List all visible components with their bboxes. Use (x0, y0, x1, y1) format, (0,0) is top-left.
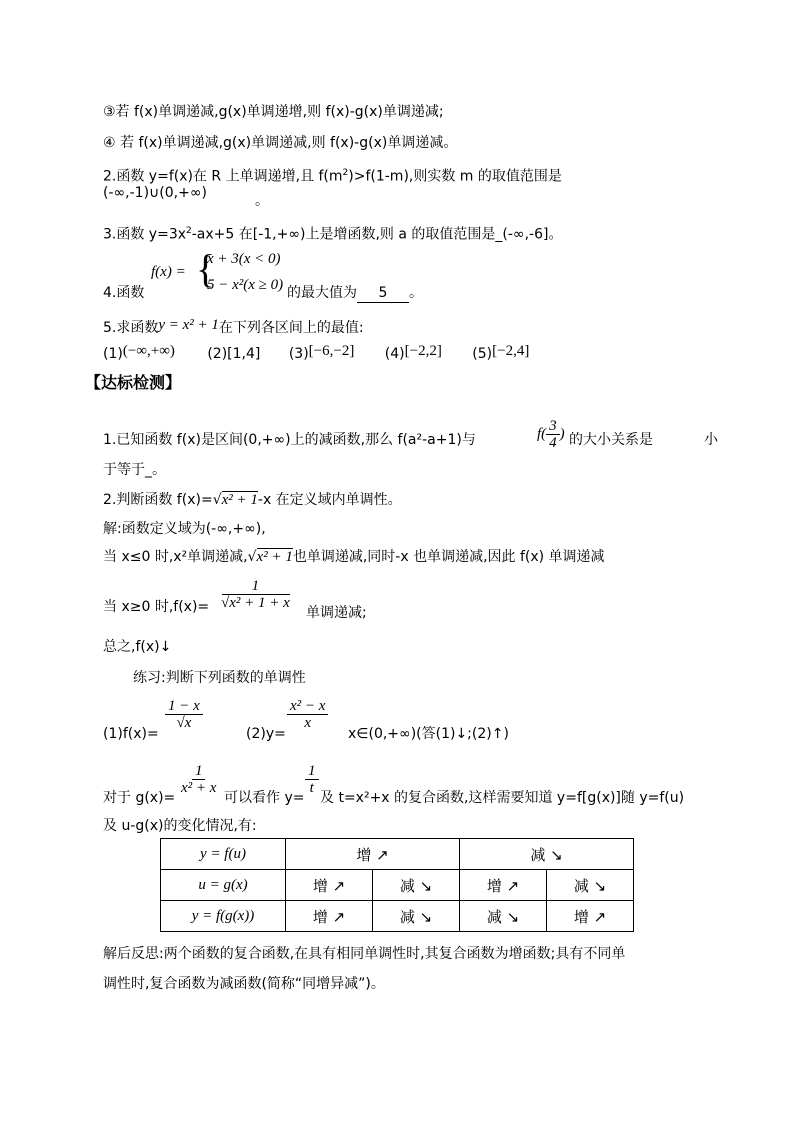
check-1-cont: 于等于_。 (103, 462, 166, 478)
table-cell: 增 ↗ (460, 870, 547, 901)
table-cell: 增 ↗ (286, 901, 373, 932)
composite-fraction-1: $\frac{1}{\text{x² + x}}$ (181, 763, 217, 796)
composite-line-2: 及 u-g(x)的变化情况,有: (103, 818, 257, 834)
table-header-cell: y = f(g(x)) (161, 901, 286, 932)
question-2: 2.函数 y=f(x)在 R 上单调递增,且 $f(m^2)>f(1-m)$,则实数 m 的取值范围是 (103, 168, 562, 185)
solution-4: 总之,f(x)↓ (103, 639, 172, 655)
exercise-1: (1)f(x)= (103, 726, 159, 742)
section-heading: 【达标检测】 (85, 373, 182, 392)
table-cell: 减 ↘ (373, 870, 460, 901)
table-cell: 增 ↗ (547, 901, 634, 932)
table-header-cell: u = g(x) (161, 870, 286, 901)
solution-3-fraction: $\frac{1}{\text{√x² + 1 + x}}$ (221, 578, 290, 611)
composite-line-1: 对于 g(x)= (103, 790, 176, 806)
line-p1: ③若 f(x)单调递减,g(x)单调递增,则 f(x)-g(x)单调递减; (103, 104, 444, 120)
composite-fraction-2: $\frac{1}{t}$ (305, 763, 319, 796)
table-row (161, 870, 634, 901)
check-1: 1.已知函数 f(x)是区间(0,+∞)上的减函数,那么 f(a²-a+1)与 (103, 432, 476, 448)
question-4-prefix: 4.函数 (103, 285, 145, 301)
check-1-fraction: f( $\frac{3}{4}$ ) (537, 418, 565, 451)
exercise-2: (2)y= (246, 726, 286, 742)
solution-3: 当 x≥0 时,f(x)= (103, 599, 210, 615)
question-5: 5.求函数y = x² + 1在下列各区间上的最值: (103, 317, 364, 336)
table-cell: 增 ↗ (286, 870, 373, 901)
composite-line-1b: 可以看作 y= (224, 790, 305, 806)
question-2-answer: (-∞,-1)∪(0,+∞) (103, 185, 207, 201)
question-5-intervals: (1)(−∞,+∞) (2)[1,4] (3)[−6,−2] (4)[−2,2] (5)[−2,4] (103, 343, 530, 362)
table-header-cell: y = f(u) (161, 839, 286, 870)
table-cell: 减 ↘ (460, 839, 634, 870)
question-4-suffix: 的最大值为 5 。 (287, 285, 423, 301)
table-cell: 减 ↘ (373, 901, 460, 932)
reflection-1: 解后反思:两个函数的复合函数,在具有相同单调性时,其复合函数为增函数;具有不同单 (103, 946, 626, 962)
exercise-2-fraction: $\frac{\text{x² − x}}{x}$ (287, 698, 328, 731)
composite-line-1c: 及 t=x²+x 的复合函数,这样需要知道 y=f[g(x)]随 y=f(u) (320, 790, 685, 806)
solution-3-rest: 单调递减; (306, 605, 367, 621)
table-row (161, 901, 634, 932)
table-cell: 减 ↘ (460, 901, 547, 932)
exercise-answer: x∈(0,+∞)(答(1)↓;(2)↑) (348, 726, 509, 742)
case-1: x + 3(x < 0) (207, 251, 281, 267)
question-4-function: f(x) = (151, 264, 186, 280)
table-cell: 增 ↗ (286, 839, 460, 870)
brace: { (196, 246, 216, 291)
check-1-tail: 小 (704, 432, 718, 448)
question-2-end: 。 (255, 193, 269, 209)
solution-1: 解:函数定义域为(-∞,+∞), (103, 521, 266, 537)
table-row (161, 839, 634, 870)
line-p2: ④ 若 f(x)单调递减,g(x)单调递减,则 f(x)-g(x)单调递减。 (103, 135, 458, 151)
monotonicity-table (160, 838, 634, 932)
exercise-heading: 练习:判断下列函数的单调性 (133, 670, 306, 686)
table-cell: 减 ↘ (547, 870, 634, 901)
question-3: 3.函数 $y=3x^2-ax+5$ 在[-1,+∞)上是增函数,则 a 的取值范围是_(-∞,-6]。 (103, 226, 563, 243)
case-2: 5 − x²(x ≥ 0) (207, 277, 284, 293)
exercise-1-fraction: $\frac{1 - x}{√x}$ (165, 698, 203, 731)
check-1-rest: 的大小关系是 (569, 432, 653, 448)
check-2: 2.判断函数 f(x)=√x² + 1-x 在定义域内单调性。 (103, 492, 402, 508)
reflection-2: 调性时,复合函数为减函数(简称“同增异减”)。 (103, 976, 385, 992)
solution-2: 当 x≤0 时,x²单调递减,√x² + 1也单调递减,同时-x 也单调递减,因此 f(x) 单调递减 (103, 549, 605, 565)
